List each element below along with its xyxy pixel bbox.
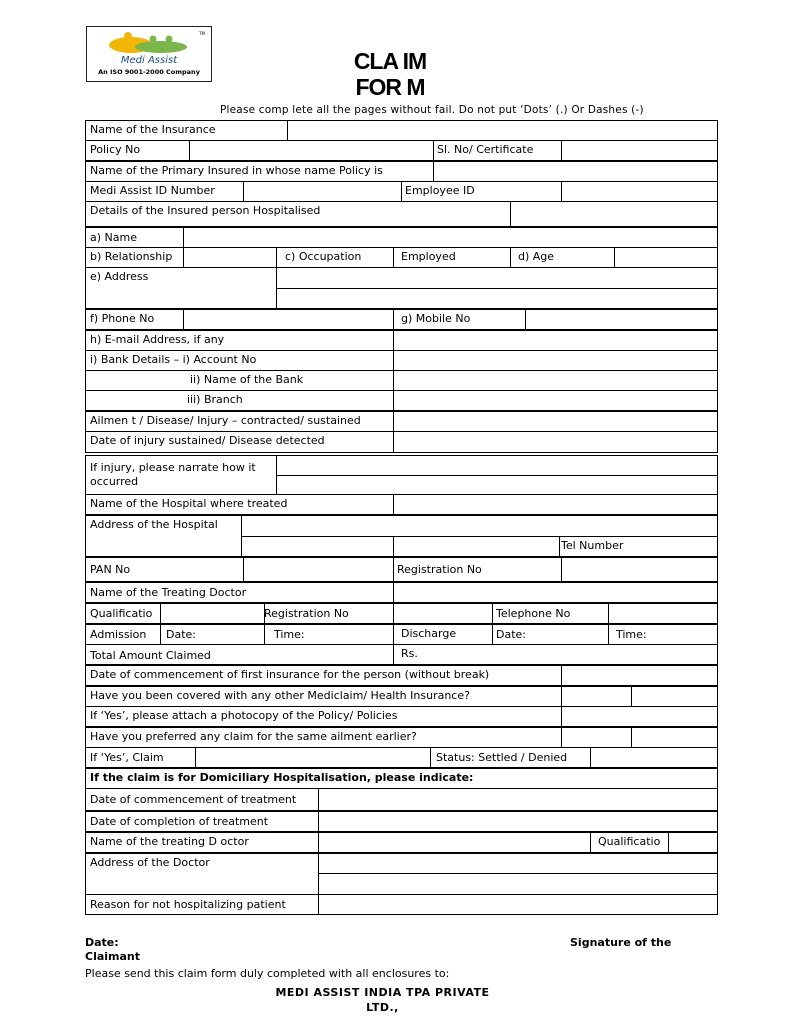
input-hospital-address-line-3[interactable] [393,537,559,556]
label-admission-date[interactable]: Date: [166,628,196,641]
label-discharge-time[interactable]: Time: [616,628,647,641]
input-injury-narrative-line-2[interactable] [276,476,717,494]
form-row-admission-discharge [85,624,718,645]
input-age[interactable] [614,248,717,267]
title-line-1: CLA IM [353,48,427,74]
label-name: a) Name [90,231,137,244]
form-row-ids [85,181,718,202]
form-row-treating-doctor [85,582,718,603]
label-branch: iii) Branch [187,393,243,406]
input-insured-details[interactable] [510,202,717,226]
form-row-bank-account [85,350,718,371]
form-row-injury-date [85,431,718,453]
form-row-branch [85,390,718,411]
input-ailment[interactable] [393,412,717,431]
label-bank-account: i) Bank Details – i) Account No [90,353,257,366]
title-line-2: FOR M [355,74,425,100]
input-first-insurance[interactable] [561,666,717,685]
form-row-insurance [85,120,718,141]
label-insurance-name: Name of the Insurance [90,123,216,136]
input-medi-assist-id[interactable] [243,182,401,201]
input-telephone-no[interactable] [608,604,717,623]
label-admission-time[interactable]: Time: [274,628,305,641]
footer-claimant-label: Claimant [85,950,141,963]
label-qualification: Qualificatio [90,607,153,620]
label-doctor-address: Address of the Doctor [90,856,210,869]
logo-brand-name: Medi Assist [120,55,178,66]
form-row-hospital-address [85,515,718,557]
input-relationship[interactable] [183,248,276,267]
instructions-text: Please comp lete all the pages without fail. Do not put ‘Dots’ (.) Or Dashes (-) [220,104,644,116]
label-dom-treating-doctor: Name of the treating D octor [90,835,249,848]
label-status[interactable]: Status: Settled / Denied [436,751,568,764]
label-rs[interactable]: Rs. [401,647,418,660]
form-row-claim-status [85,747,718,768]
claim-form-table [85,120,718,913]
form-row-relationship [85,247,718,268]
input-doctor-registration-no[interactable] [393,604,492,623]
input-other-mediclaim-no[interactable] [631,687,717,706]
form-row-address [85,267,718,309]
input-treating-doctor[interactable] [393,583,717,602]
input-reason-not-hospitalizing[interactable] [318,895,717,914]
page-title [300,48,480,100]
form-row-hospital-name [85,494,718,515]
input-email[interactable] [393,331,717,350]
input-bank-account[interactable] [393,351,717,370]
input-hospital-registration-no[interactable] [561,558,717,581]
label-treatment-start: Date of commencement of treatment [90,793,297,806]
label-tel-number: Tel Number [561,539,624,552]
label-other-mediclaim: Have you been covered with any other Mediclaim/ Health Insurance? [90,689,470,702]
logo-trademark: TM [199,31,205,36]
label-primary-insured: Name of the Primary Insured in whose name Policy is [90,164,383,177]
input-address-line-2[interactable] [276,289,717,308]
label-total-claimed: Total Amount Claimed [90,649,211,662]
label-dom-qualification: Qualificatio [598,835,661,848]
label-hospital-name: Name of the Hospital where treated [90,497,288,510]
form-row-doctor-address [85,853,718,895]
input-treatment-end[interactable] [318,812,717,831]
label-medi-assist-id: Medi Assist ID Number [90,184,215,197]
input-dom-qualification[interactable] [668,833,717,852]
input-hospital-name[interactable] [393,495,717,514]
input-treatment-start[interactable] [318,789,717,810]
label-age: d) Age [518,250,555,263]
footer-signature-label: Signature of the [570,936,672,949]
label-bank-name: ii) Name of the Bank [190,373,304,386]
label-first-insurance: Date of commencement of first insurance for the person (without break) [90,668,490,681]
label-sl-no: Sl. No/ Certificate [437,143,534,156]
label-discharge: Discharge [401,627,457,640]
form-row-insured-details [85,201,718,227]
label-injury-narrative: If injury, please narrate how it occurred [90,461,256,488]
input-mobile[interactable] [525,310,717,329]
form-row-attach-policy [85,706,718,727]
input-policy-no[interactable] [189,141,433,160]
input-name[interactable] [183,228,717,247]
label-hospital-registration-no: Registration No [397,563,482,576]
form-row-phone [85,309,718,330]
label-discharge-date[interactable]: Date: [496,628,526,641]
form-row-pan [85,557,718,582]
form-row-ailment [85,411,718,432]
input-preferred-claim-yes[interactable] [561,728,631,747]
input-employee-id[interactable] [561,182,717,201]
logo-figures-icon [87,27,211,57]
input-injury-narrative-line-1[interactable] [276,456,717,474]
label-admission: Admission [90,628,147,641]
footer-date-label: Date: [85,936,119,949]
form-row-dom-doctor [85,832,718,853]
input-attach-policy[interactable] [561,707,717,726]
footer-send-note: Please send this claim form duly completed with all enclosures to: [85,967,450,980]
input-claim-no[interactable] [195,748,430,767]
label-phone: f) Phone No [90,312,155,325]
medi-assist-logo [86,26,212,82]
input-doctor-address-line-1[interactable] [318,854,717,873]
label-address: e) Address [90,270,149,283]
form-row-treatment-end [85,811,718,832]
input-phone[interactable] [183,310,393,329]
label-if-yes-claim: If ‘Yes’, Claim [90,751,164,764]
footer-company-line-1: MEDI ASSIST INDIA TPA PRIVATE [275,986,490,999]
input-bank-name[interactable] [393,371,717,390]
form-row-first-insurance [85,665,718,686]
input-branch[interactable] [393,391,717,410]
label-telephone-no: Telephone No [496,607,571,620]
input-insurance-name[interactable] [287,121,717,140]
form-row-preferred-claim [85,727,718,748]
input-dom-treating-doctor[interactable] [318,833,590,852]
label-relationship: b) Relationship [90,250,173,263]
label-employee-id: Employee ID [405,184,475,197]
label-pan-no: PAN No [90,563,131,576]
label-hospital-address: Address of the Hospital [90,518,218,531]
footer-company-line-2: LTD., [366,1001,399,1014]
input-primary-insured[interactable] [433,162,717,181]
label-treating-doctor: Name of the Treating Doctor [90,586,247,599]
input-doctor-address-line-2[interactable] [318,874,717,894]
label-policy-no: Policy No [90,143,141,156]
input-other-mediclaim-yes[interactable] [561,687,631,706]
label-mobile: g) Mobile No [401,312,471,325]
input-hospital-address-line-1[interactable] [241,516,717,535]
label-insured-details: Details of the Insured person Hospitalised [90,204,321,217]
form-row-domiciliary-header [85,768,718,789]
label-email: h) E-mail Address, if any [90,333,225,346]
form-row-primary-insured [85,161,718,182]
form-row-email [85,330,718,351]
input-preferred-claim-no[interactable] [631,728,717,747]
form-row-policy [85,140,718,161]
input-sl-no[interactable] [561,141,717,160]
input-status[interactable] [590,748,717,767]
label-attach-policy: If ‘Yes’, please attach a photocopy of the Policy/ Policies [90,709,398,722]
input-qualification[interactable] [160,604,264,623]
label-domiciliary: If the claim is for Domiciliary Hospitalisation, please indicate: [90,771,474,784]
form-row-treatment-start [85,788,718,811]
input-hospital-address-line-2[interactable] [241,537,393,556]
label-ailment: Ailmen t / Disease/ Injury – contracted/ sustained [90,414,361,427]
form-row-injury-narrative [85,455,718,495]
input-address-line-1[interactable] [276,268,717,287]
label-reason-not-hospitalizing: Reason for not hospitalizing patient [90,898,286,911]
form-row-name [85,227,718,248]
form-row-total-amount [85,644,718,665]
logo-certification: An ISO 9001-2000 Company [98,68,200,76]
form-row-reason [85,894,718,915]
label-preferred-claim: Have you preferred any claim for the same ailment earlier? [90,730,417,743]
form-row-other-mediclaim [85,686,718,707]
label-injury-date: Date of injury sustained/ Disease detected [90,434,325,447]
input-pan-no[interactable] [243,558,393,581]
form-row-doctor-details [85,603,718,624]
label-treatment-end: Date of completion of treatment [90,815,269,828]
value-employed[interactable]: Employed [401,250,456,263]
label-doctor-registration-no: Registration No [264,607,349,620]
input-injury-date[interactable] [393,432,717,452]
label-occupation: c) Occupation [285,250,362,263]
form-row-bank-name [85,370,718,391]
